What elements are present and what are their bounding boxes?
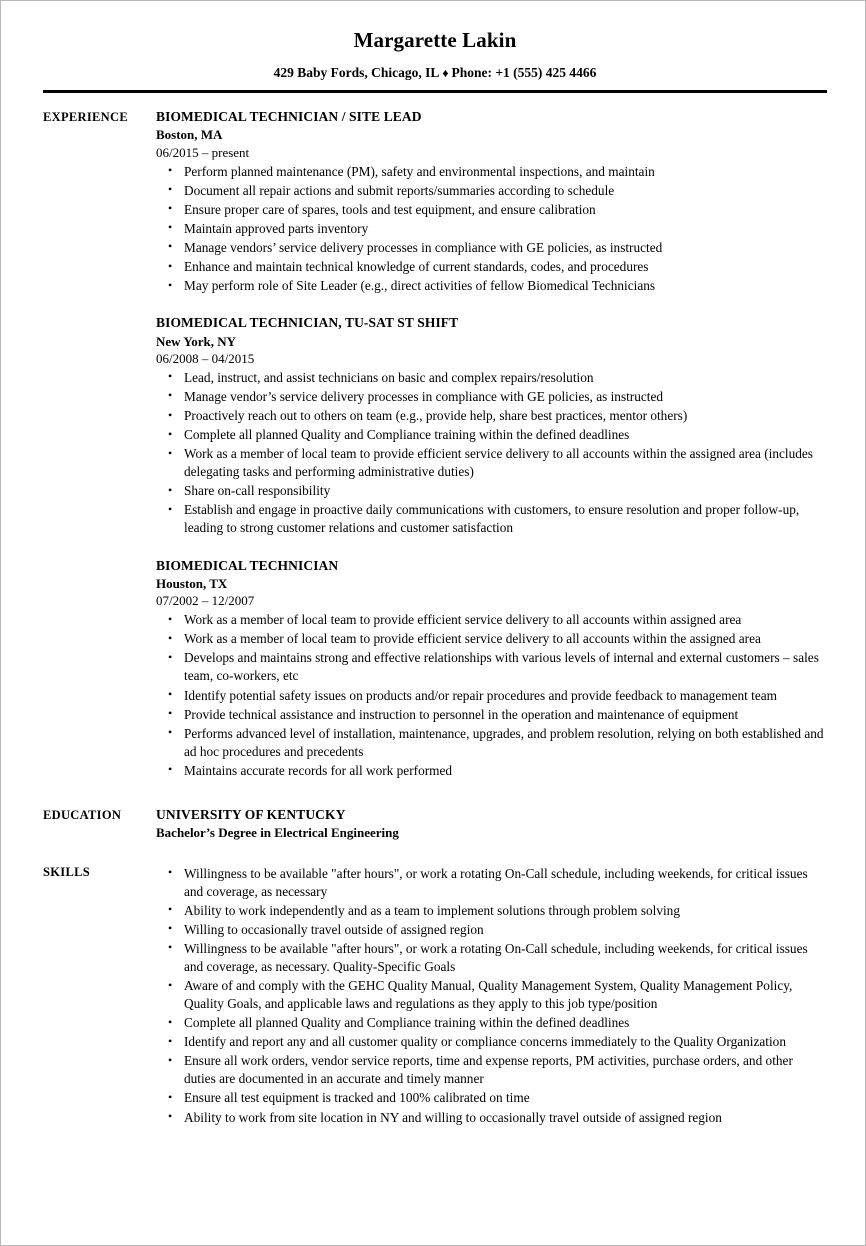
bullet-item: • Ability to work independently and as a team to implement solutions through problem solving <box>156 902 827 920</box>
bullet-item: • Work as a member of local team to provide efficient service delivery to all accounts within the assigned area <box>156 630 827 648</box>
bullet-item: • Share on-call responsibility <box>156 482 827 500</box>
experience-entry <box>156 109 827 295</box>
bullet-item: • Ensure proper care of spares, tools and test equipment, and ensure calibration <box>156 201 827 219</box>
job-dates: 07/2002 – 12/2007 <box>156 593 255 609</box>
bullet-item: • Complete all planned Quality and Compliance training within the defined deadlines <box>156 1014 827 1032</box>
job-title: BIOMEDICAL TECHNICIAN, TU-SAT ST SHIFT <box>156 315 459 331</box>
bullet-item: • Proactively reach out to others on team (e.g., provide help, share best practices, mentor others) <box>156 407 827 425</box>
bullet-item: • Identify potential safety issues on products and/or repair procedures and provide feedback to management team <box>156 687 827 705</box>
bullet-item: • Manage vendors’ service delivery processes in compliance with GE policies, as instructed <box>156 239 827 257</box>
resume-sheet <box>43 1 827 1127</box>
bullet-item: • Complete all planned Quality and Compliance training within the defined deadlines <box>156 426 827 444</box>
job-bullet-list <box>156 369 827 538</box>
experience-section <box>43 109 827 780</box>
bullet-item: • Work as a member of local team to provide efficient service delivery to all accounts within assigned area <box>156 611 827 629</box>
education-entries <box>156 807 827 842</box>
bullet-item: • Provide technical assistance and instruction to personnel in the operation and maintenance of equipment <box>156 706 827 724</box>
bullet-item: • Work as a member of local team to provide efficient service delivery to all accounts within the assigned area (includes delegating tasks and performing administrative duties) <box>156 445 827 481</box>
experience-entries <box>156 109 827 780</box>
bullet-item: • Document all repair actions and submit reports/summaries according to schedule <box>156 182 827 200</box>
diamond-separator-icon: ♦ <box>442 66 449 81</box>
header-divider <box>43 90 827 93</box>
bullet-item: • May perform role of Site Leader (e.g., direct activities of fellow Biomedical Technicians <box>156 277 827 295</box>
bullet-item: • Lead, instruct, and assist technicians on basic and complex repairs/resolution <box>156 369 827 387</box>
education-degree: Bachelor’s Degree in Electrical Engineering <box>156 825 399 841</box>
education-section <box>43 807 827 842</box>
job-dates: 06/2008 – 04/2015 <box>156 350 255 366</box>
contact-address: 429 Baby Fords, Chicago, IL <box>273 65 440 81</box>
skills-section-label: SKILLS <box>43 864 90 879</box>
job-bullet-list <box>156 611 827 780</box>
skills-entries <box>156 864 827 1127</box>
bullet-item: • Aware of and comply with the GEHC Quality Manual, Quality Management System, Quality Management Policy, Quality Goals, and applicable laws and regulations as they apply to this job type/position <box>156 977 827 1013</box>
experience-entry <box>156 558 827 780</box>
education-section-label: EDUCATION <box>43 807 122 822</box>
bullet-item: • Identify and report any and all customer quality or compliance concerns immediately to the Quality Organization <box>156 1033 827 1051</box>
bullet-item: • Performs advanced level of installation, maintenance, upgrades, and problem resolution, relying on both established and ad hoc procedures and precedents <box>156 725 827 761</box>
job-title: BIOMEDICAL TECHNICIAN <box>156 557 339 573</box>
bullet-item: • Manage vendor’s service delivery processes in compliance with GE policies, as instructed <box>156 388 827 406</box>
bullet-item: • Establish and engage in proactive daily communications with customers, to ensure resolution and proper follow-up, leading to strong customer relations and customer satisfaction <box>156 501 827 537</box>
job-location: Houston, TX <box>156 576 228 592</box>
candidate-name: Margarette Lakin <box>353 28 517 52</box>
bullet-item: • Ensure all work orders, vendor service reports, time and expense reports, PM activities, purchase orders, and other duties are documented in an accurate and timely manner <box>156 1052 827 1088</box>
job-bullet-list <box>156 163 827 296</box>
job-location: Boston, MA <box>156 127 223 143</box>
bullet-item: • Develops and maintains strong and effective relationships with various levels of internal and external customers – sales team, co-workers, etc <box>156 649 827 685</box>
job-location: New York, NY <box>156 333 237 349</box>
experience-section-label: EXPERIENCE <box>43 109 128 124</box>
job-title: BIOMEDICAL TECHNICIAN / SITE LEAD <box>156 108 422 124</box>
bullet-item: • Enhance and maintain technical knowledge of current standards, codes, and procedures <box>156 258 827 276</box>
skills-section <box>43 864 827 1127</box>
contact-phone: Phone: +1 (555) 425 4466 <box>451 65 597 81</box>
bullet-item: • Perform planned maintenance (PM), safety and environmental inspections, and maintain <box>156 163 827 181</box>
education-school: UNIVERSITY OF KENTUCKY <box>156 806 346 822</box>
bullet-item: • Maintains accurate records for all work performed <box>156 762 827 780</box>
skills-bullet-list <box>156 865 827 1127</box>
experience-entry <box>156 315 827 537</box>
bullet-item: • Ensure all test equipment is tracked and 100% calibrated on time <box>156 1089 827 1107</box>
bullet-item: • Willingness to be available "after hours", or work a rotating On-Call schedule, including weekends, for critical issues and coverage, as necessary. Quality-Specific Goals <box>156 940 827 976</box>
education-entry <box>156 807 827 842</box>
job-dates: 06/2015 – present <box>156 144 250 160</box>
bullet-item: • Ability to work from site location in NY and willing to occasionally travel outside of assigned region <box>156 1109 827 1127</box>
bullet-item: • Willing to occasionally travel outside of assigned region <box>156 921 827 939</box>
bullet-item: • Willingness to be available "after hours", or work a rotating On-Call schedule, including weekends, for critical issues and coverage, as necessary <box>156 865 827 901</box>
bullet-item: • Maintain approved parts inventory <box>156 220 827 238</box>
contact-line <box>43 66 827 81</box>
